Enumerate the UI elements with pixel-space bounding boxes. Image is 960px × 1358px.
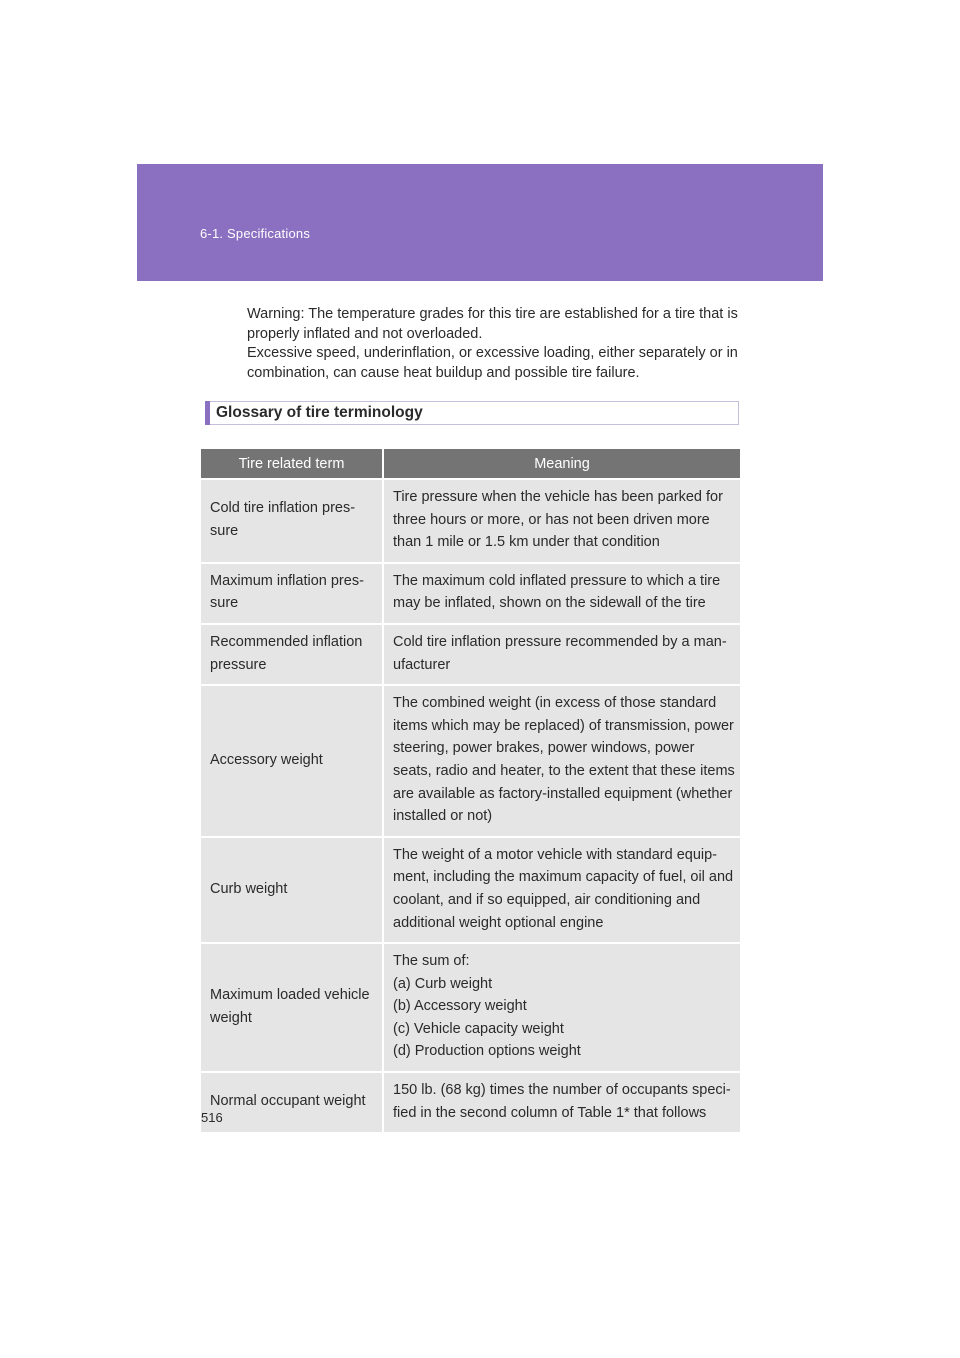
term-cell: Normal occupant weight	[201, 1072, 383, 1132]
term-cell: Maximum inflation pres- sure	[201, 563, 383, 624]
term-cell: Maximum loaded vehicle weight	[201, 943, 383, 1072]
table-row	[201, 479, 740, 563]
warning-line-1: Warning: The temperature grades for this tire are established for a tire that is properly inflated and not overloaded.	[247, 306, 738, 342]
column-header-term: Tire related term	[201, 449, 383, 479]
meaning-cell: The combined weight (in excess of those standard items which may be replaced) of transmission, power steering, power brakes, power windows, power seats, radio and heater, to the extent that these items are available as factory-installed equipment (whether installed or not)	[383, 685, 740, 837]
term-cell: Recommended inflation pressure	[201, 624, 383, 685]
header-band	[137, 164, 823, 281]
table-row	[201, 624, 740, 685]
warning-line-2: Excessive speed, underinflation, or excessive loading, either separately or in combination, can cause heat buildup and possible tire failure.	[247, 345, 738, 381]
term-cell: Cold tire inflation pres- sure	[201, 479, 383, 563]
term-cell: Accessory weight	[201, 685, 383, 837]
meaning-cell: 150 lb. (68 kg) times the number of occupants speci-fied in the second column of Table 1* that follows	[383, 1072, 740, 1132]
heading-accent-bar	[205, 401, 210, 425]
meaning-cell: The sum of: (a) Curb weight (b) Accessory weight (c) Vehicle capacity weight (d) Production options weight	[383, 943, 740, 1072]
section-label: 6-1. Specifications	[200, 226, 311, 241]
table-row	[201, 943, 740, 1072]
page-number: 516	[201, 1110, 223, 1125]
table-row	[201, 563, 740, 624]
glossary-heading	[205, 401, 739, 425]
table-header-row	[201, 449, 740, 479]
glossary-table	[201, 449, 740, 1132]
table-row	[201, 837, 740, 943]
term-cell: Curb weight	[201, 837, 383, 943]
table-row	[201, 1072, 740, 1132]
meaning-cell: The weight of a motor vehicle with standard equip-ment, including the maximum capacity of fuel, oil and coolant, and if so equipped, air conditioning and additional weight optional engine	[383, 837, 740, 943]
glossary-title: Glossary of tire terminology	[216, 404, 423, 421]
meaning-cell: Cold tire inflation pressure recommended by a man-ufacturer	[383, 624, 740, 685]
meaning-cell: Tire pressure when the vehicle has been parked for three hours or more, or has not been driven more than 1 mile or 1.5 km under that condition	[383, 479, 740, 563]
tire-warning	[247, 305, 747, 383]
meaning-cell: The maximum cold inflated pressure to which a tire may be inflated, shown on the sidewall of the tire	[383, 563, 740, 624]
table-row	[201, 685, 740, 837]
column-header-meaning: Meaning	[383, 449, 740, 479]
